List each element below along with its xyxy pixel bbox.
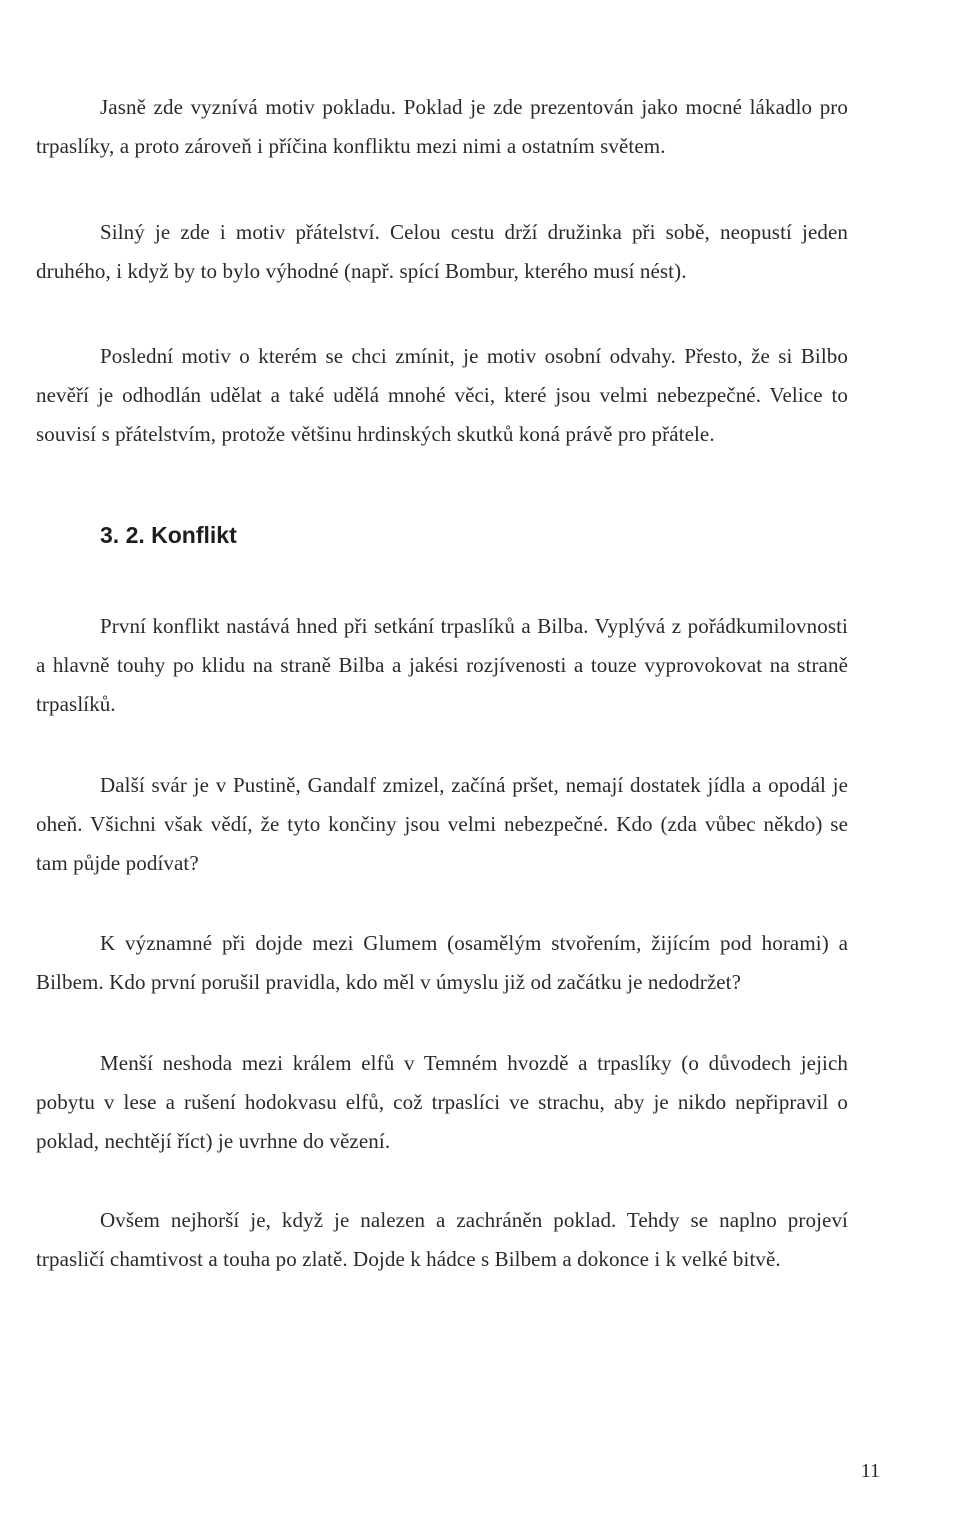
paragraph-treasure-conflict: Ovšem nejhorší je, když je nalezen a zachráněn poklad. Tehdy se naplno projeví trpasličí chamtivost a touha po zlatě. Dojde k hádce s Bilbem a dokonce i k velké bitvě. [36, 1208, 848, 1271]
section-heading: 3. 2. Konflikt [100, 522, 237, 548]
paragraph-gollum-conflict: K významné při dojde mezi Glumem (osamělým stvořením, žijícím pod horami) a Bilbem. Kdo první porušil pravidla, kdo měl v úmyslu již od začátku je nedodržet? [36, 931, 848, 994]
paragraph-courage-motif: Poslední motiv o kterém se chci zmínit, je motiv osobní odvahy. Přesto, že si Bilbo nevěří je odhodlán udělat a také udělá mnohé věci, které jsou velmi nebezpečné. Velice to souvisí s přátelstvím, protože většinu hrdinských skutků koná právě pro přátele. [36, 344, 848, 446]
paragraph-wilderness-conflict: Další svár je v Pustině, Gandalf zmizel, začíná pršet, nemají dostatek jídla a opodál je oheň. Všichni však vědí, že tyto končiny jsou velmi nebezpečné. Kdo (zda vůbec někdo) se tam půjde podívat? [36, 773, 848, 875]
paragraph-elf-king-conflict: Menší neshoda mezi králem elfů v Temném hvozdě a trpaslíky (o důvodech jejich pobytu v lese a rušení hodokvasu elfů, což trpaslíci ve strachu, aby je nikdo nepřipravil o poklad, nechtějí říct) je uvrhne do vězení. [36, 1051, 848, 1153]
page-number: 11 [860, 1460, 880, 1482]
paragraph-friendship-motif: Silný je zde i motiv přátelství. Celou cestu drží družinka při sobě, neopustí jeden druhého, i když by to bylo výhodné (např. spící Bombur, kterého musí nést). [36, 220, 848, 283]
paragraph-treasure-motif: Jasně zde vyznívá motiv pokladu. Poklad je zde prezentován jako mocné lákadlo pro trpaslíky, a proto zároveň i příčina konfliktu mezi nimi a ostatním světem. [36, 95, 848, 158]
paragraph-first-conflict: První konflikt nastává hned při setkání trpaslíků a Bilba. Vyplývá z pořádkumilovnosti a hlavně touhy po klidu na straně Bilba a jakési rozjívenosti a touze vyprovokovat na straně trpaslíků. [36, 614, 848, 716]
